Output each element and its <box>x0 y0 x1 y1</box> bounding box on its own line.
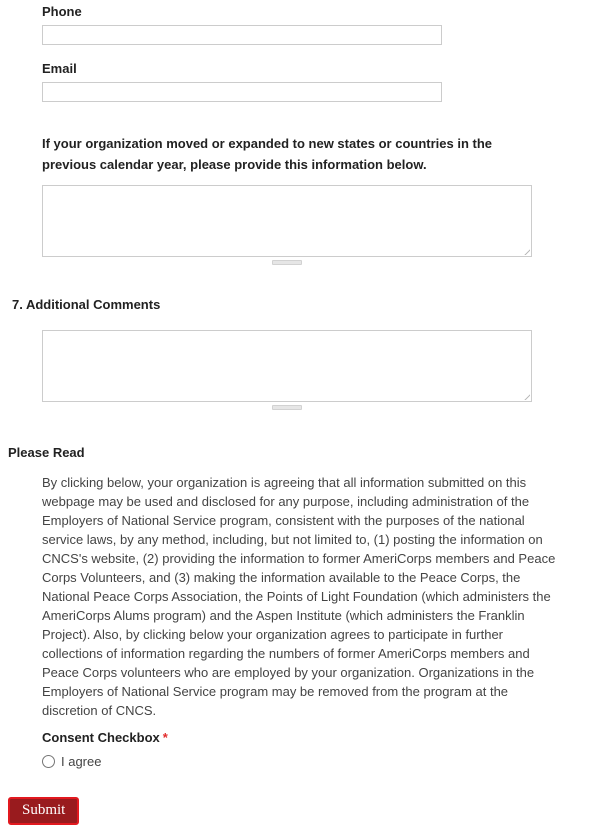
email-field-group <box>42 61 610 102</box>
grippie-bar-icon <box>272 405 302 410</box>
additional-comments-input-group <box>42 330 610 412</box>
textarea-grippie-handle[interactable] <box>42 403 532 412</box>
please-read-heading: Please Read <box>8 445 85 460</box>
additional-comments-group <box>12 297 610 313</box>
moved-question-group <box>42 133 610 267</box>
grippie-bar-icon <box>272 260 302 265</box>
required-asterisk: * <box>162 730 168 745</box>
consent-option-label[interactable]: I agree <box>61 754 102 769</box>
consent-radio[interactable] <box>42 755 55 768</box>
submit-button[interactable]: Submit <box>8 797 79 825</box>
phone-input[interactable] <box>42 25 442 45</box>
consent-label-row <box>42 730 610 745</box>
phone-label: Phone <box>42 4 82 19</box>
additional-comments-label: 7. Additional Comments <box>12 297 161 312</box>
additional-comments-textarea[interactable] <box>42 330 532 402</box>
please-read-group <box>8 445 610 461</box>
moved-question-textarea-wrap <box>42 185 532 257</box>
consent-option-row <box>42 754 610 769</box>
moved-question-label: If your organization moved or expanded to new states or countries in the previous calendar year, please provide this information below. <box>42 136 493 172</box>
phone-field-group <box>42 4 610 45</box>
email-input[interactable] <box>42 82 442 102</box>
moved-question-textarea[interactable] <box>42 185 532 257</box>
additional-comments-textarea-wrap <box>42 330 532 402</box>
email-label: Email <box>42 61 77 76</box>
consent-label: Consent Checkbox <box>42 730 160 745</box>
textarea-grippie-handle[interactable] <box>42 258 532 267</box>
please-read-body: By clicking below, your organization is agreeing that all information submitted on this webpage may be used and disclosed for any purpose, including administration of the Employers of National Service program, consistent with the purposes of the national service laws, by any method, including, but not limited to, (1) posting the information on CNCS's website, (2) providing the information to former AmeriCorps members and Peace Corps Volunteers, and (3) making the information available to the Peace Corps, the National Peace Corps Association, the Points of Light Foundation (which administers the AmeriCorps Alums program) and the Aspen Institute (which administers the Franklin Project). Also, by clicking below your organization agrees to participate in further collections of information regarding the numbers of former AmeriCorps members and Peace Corps volunteers who are employed by your organization. Organizations in the Employers of National Service program may be removed from the program at the discretion of CNCS. <box>42 475 556 718</box>
